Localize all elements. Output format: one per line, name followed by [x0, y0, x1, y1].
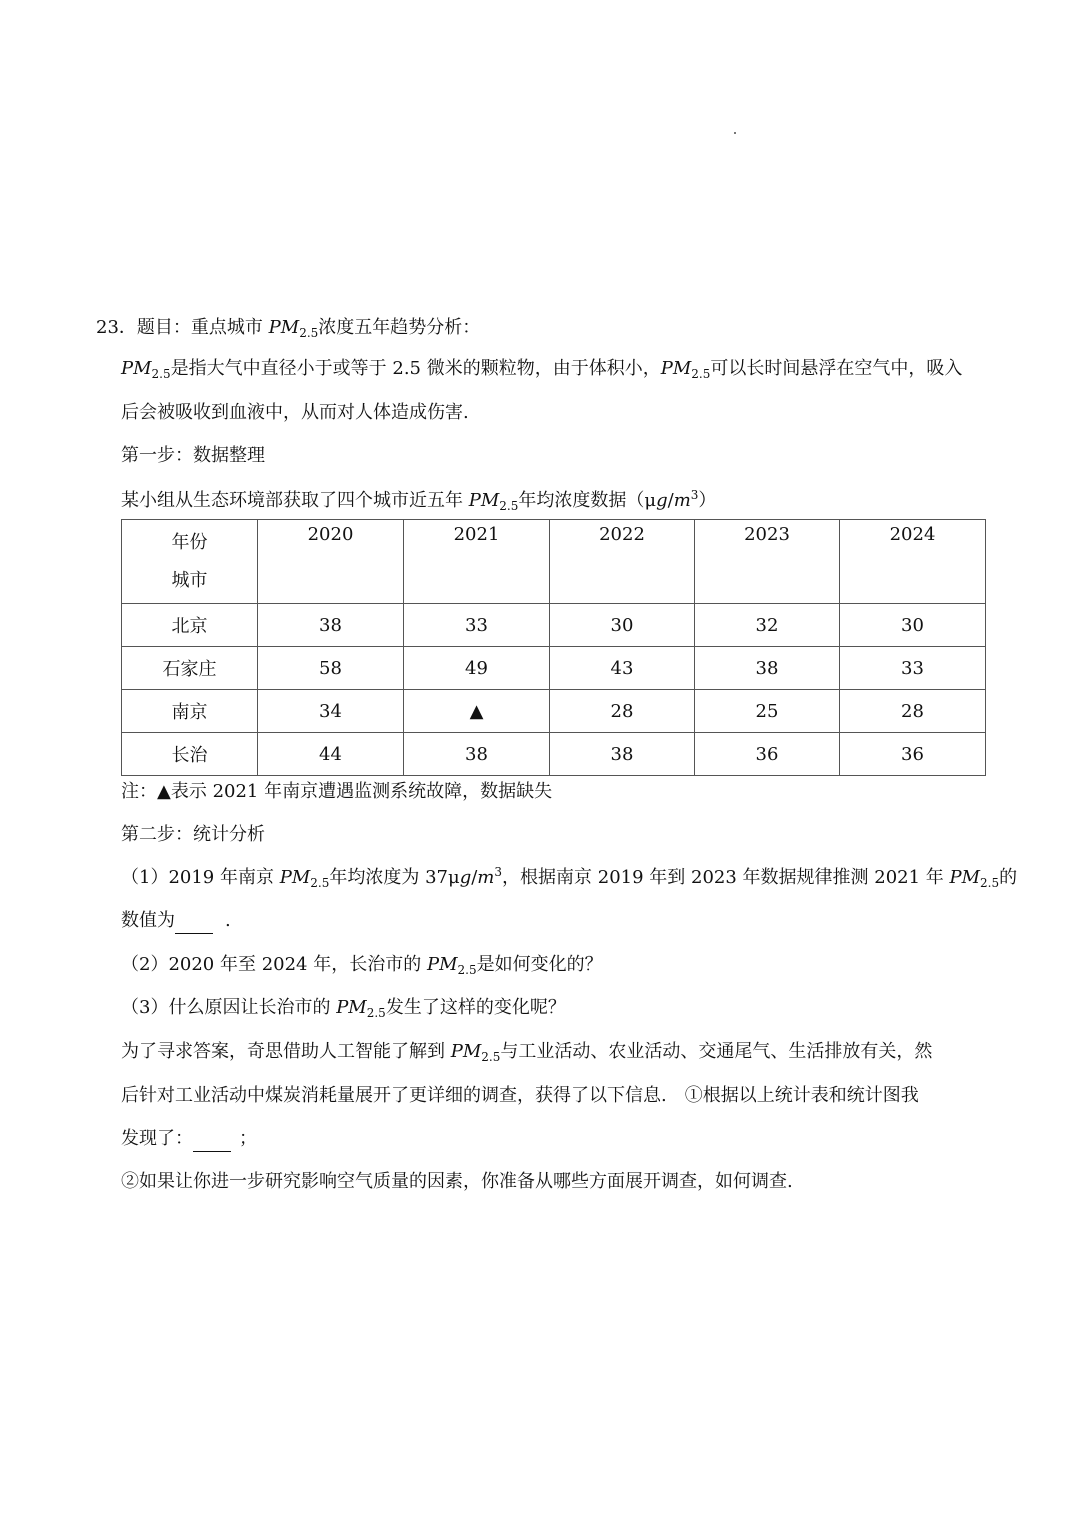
year-header: 2022 — [550, 520, 695, 604]
table-header-row — [122, 520, 986, 604]
table-cell: 44 — [258, 733, 404, 776]
table-cell: 33 — [404, 604, 550, 647]
intro-line-2: 后会被吸收到血液中，从而对人体造成伤害. — [121, 402, 469, 423]
step2-label: 第二步：统计分析 — [121, 824, 265, 845]
table-note: 注：▲表示 2021 年南京遭遇监测系统故障，数据缺失 — [121, 781, 553, 802]
table-cell: 34 — [258, 690, 404, 733]
missing-data-cell: ▲ — [404, 690, 550, 733]
table-cell: 49 — [404, 647, 550, 690]
step1-label: 第一步：数据整理 — [121, 445, 265, 466]
table-cell: 36 — [695, 733, 840, 776]
para-line-2: 后针对工业活动中煤炭消耗量展开了更详细的调查，获得了以下信息. ①根据以上统计表和统计图我 — [121, 1085, 919, 1106]
scan-speck — [734, 132, 736, 134]
answer-blank-2[interactable] — [193, 1127, 231, 1152]
table-cell: 43 — [550, 647, 695, 690]
question-2: （2）2020 年至 2024 年，长治市的 $PM_{2.5}$是如何变化的？ — [121, 954, 603, 977]
table-cell: 58 — [258, 647, 404, 690]
table-cell: 32 — [695, 604, 840, 647]
question-1-line-1: （1）2019 年南京 $PM_{2.5}$年均浓度为 $37\mu g/m^3$，根据南京 2019 年到 2023 年数据规律推测 2021 年 $PM_{2.5}$的 — [121, 865, 1018, 890]
table-cell: 30 — [840, 604, 986, 647]
question-3: （3）什么原因让长治市的 $PM_{2.5}$发生了这样的变化呢？ — [121, 997, 566, 1020]
table-row — [122, 604, 986, 647]
table-cell: 38 — [258, 604, 404, 647]
para-line-3: 发现了： ； — [121, 1127, 257, 1152]
city-name: 石家庄 — [122, 647, 258, 690]
table-row — [122, 690, 986, 733]
year-header: 2020 — [258, 520, 404, 604]
question-title: 23．题目：重点城市 $PM_{2.5}$浓度五年趋势分析： — [96, 317, 481, 340]
table-cell: 38 — [404, 733, 550, 776]
table-cell: 38 — [550, 733, 695, 776]
table-cell: 28 — [550, 690, 695, 733]
question-number: 23． — [96, 317, 137, 338]
table-cell: 38 — [695, 647, 840, 690]
answer-blank-1[interactable] — [175, 909, 213, 934]
table-row — [122, 733, 986, 776]
city-name: 南京 — [122, 690, 258, 733]
para-line-1: 为了寻求答案，奇思借助人工智能了解到 $PM_{2.5}$与工业活动、农业活动、交通尾气、生活排放有关，然 — [121, 1041, 933, 1064]
intro-line-1: $PM_{2.5}$是指大气中直径小于或等于 2.5 微米的颗粒物，由于体积小，$PM_{2.5}$可以长时间悬浮在空气中，吸入 — [121, 358, 963, 381]
pm25-data-table — [121, 519, 986, 776]
city-name: 长治 — [122, 733, 258, 776]
city-name: 北京 — [122, 604, 258, 647]
table-row — [122, 647, 986, 690]
table-cell: 30 — [550, 604, 695, 647]
question-1-line-2: 数值为 . — [121, 909, 231, 934]
table-cell: 36 — [840, 733, 986, 776]
year-header: 2024 — [840, 520, 986, 604]
table-cell: 25 — [695, 690, 840, 733]
table-cell: 33 — [840, 647, 986, 690]
year-header: 2023 — [695, 520, 840, 604]
para-line-4: ②如果让你进一步研究影响空气质量的因素，你准备从哪些方面展开调查，如何调查. — [121, 1171, 793, 1192]
table-corner-cell: 年份 城市 — [122, 520, 258, 604]
year-header: 2021 — [404, 520, 550, 604]
table-cell: 28 — [840, 690, 986, 733]
table-caption: 某小组从生态环境部获取了四个城市近五年 $PM_{2.5}$年均浓度数据$(\mu g/m^3)$ — [121, 488, 717, 513]
